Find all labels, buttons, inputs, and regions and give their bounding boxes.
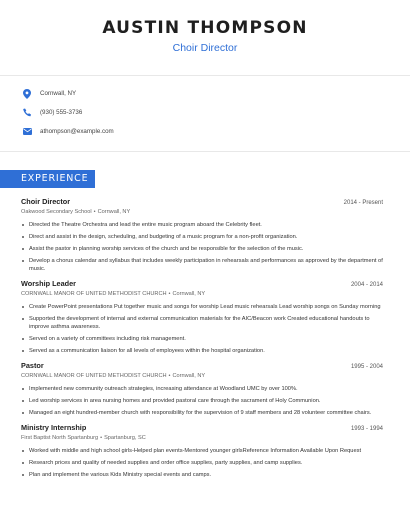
job-entry — [21, 279, 383, 355]
contact-location-text: Cornwall, NY — [40, 90, 77, 97]
bullet-item: Served on a variety of committees including risk management. — [21, 335, 383, 343]
bullet-item: Create PowerPoint presentations Put together music and songs for worship Lead music rehearsals Lead worship songs on Sunday morning — [21, 303, 383, 311]
job-organization: CORNWALL MANOR OF UNITED METHODIST CHURCH • Cornwall, NY — [21, 291, 206, 297]
bullet-item: Implemented new community outreach strategies, increasing attendance at Woodland UMC by over 100%. — [21, 385, 383, 393]
resume-header — [0, 0, 410, 55]
job-dates: 2004 - 2014 — [350, 282, 383, 288]
contact-email — [22, 122, 410, 141]
job-role: Ministry Internship — [21, 423, 87, 432]
contact-email-text: athompson@example.com — [40, 128, 114, 135]
contact-phone-text: (930) 555-3736 — [40, 109, 83, 116]
job-bullets — [21, 447, 383, 479]
bullet-item: Develop a chorus calendar and syllabus that includes weekly participation in rehearsals and performances as approved by the department of music. — [21, 257, 383, 273]
bullet-item: Worked with middle and high school girls-Helped plan events-Mentored younger girlsReference Information Available Upon Request — [21, 447, 383, 455]
email-icon — [22, 127, 32, 137]
bullet-item: Served as a communication liaison for all levels of employees within the hospital organization. — [21, 347, 383, 355]
job-entry — [21, 361, 383, 417]
job-title: Choir Director — [172, 42, 238, 54]
org-location: Cornwall, NY — [97, 209, 131, 215]
job-dates: 1995 - 2004 — [350, 364, 383, 370]
contact-list — [0, 75, 410, 141]
divider — [0, 151, 410, 152]
org-name: First Baptist North Spartanburg — [21, 435, 99, 441]
job-organization: CORNWALL MANOR OF UNITED METHODIST CHURCH • Cornwall, NY — [21, 373, 206, 379]
contact-phone — [22, 103, 410, 122]
experience-list — [0, 197, 410, 479]
job-bullets — [21, 303, 383, 355]
job-entry — [21, 197, 383, 273]
bullet-item: Managed an eight hundred-member church with responsibility for the supervision of 9 staff members and 28 volunteer committee chairs. — [21, 409, 383, 417]
job-organization: Oakwood Secondary School • Cornwall, NY — [21, 209, 131, 215]
section-heading-experience: EXPERIENCE — [0, 170, 95, 188]
bullet-item: Direct and assist in the design, scheduling, and budgeting of a music program for a non-profit organization. — [21, 233, 383, 241]
bullet-item: Assist the pastor in planning worship services of the church and be responsible for the selection of the music. — [21, 245, 383, 253]
job-dates: 1993 - 1994 — [350, 426, 383, 432]
contact-location — [22, 84, 410, 103]
job-entry — [21, 423, 383, 479]
job-bullets — [21, 221, 383, 273]
org-location: Spartanburg, SC — [104, 435, 146, 441]
job-role: Pastor — [21, 361, 44, 370]
org-location: Cornwall, NY — [172, 373, 206, 379]
bullet-item: Directed the Theatre Orchestra and lead the entire music program aboard the Celebrity fleet. — [21, 221, 383, 229]
job-bullets — [21, 385, 383, 417]
job-dates: 2014 - Present — [343, 200, 383, 206]
job-organization: First Baptist North Spartanburg • Spartanburg, SC — [21, 435, 146, 441]
org-location: Cornwall, NY — [172, 291, 206, 297]
location-pin-icon — [22, 89, 32, 99]
phone-icon — [22, 108, 32, 118]
org-name: Oakwood Secondary School — [21, 209, 92, 215]
org-name: CORNWALL MANOR OF UNITED METHODIST CHURCH — [21, 291, 167, 297]
job-role: Worship Leader — [21, 279, 77, 288]
bullet-item: Supported the development of internal and external communication materials for the AIC/Beacon work Created educational handouts to improve asthma awareness. — [21, 315, 383, 331]
bullet-item: Led worship services in area nursing homes and provided pastoral care through the sacrament of Holy Communion. — [21, 397, 383, 405]
org-name: CORNWALL MANOR OF UNITED METHODIST CHURCH — [21, 373, 167, 379]
candidate-name: AUSTIN THOMPSON — [102, 18, 308, 38]
job-role: Choir Director — [21, 197, 71, 206]
bullet-item: Plan and implement the various Kids Ministry special events and camps. — [21, 471, 383, 479]
bullet-item: Research prices and quality of needed supplies and order office supplies, party supplies, and camp supplies. — [21, 459, 383, 467]
